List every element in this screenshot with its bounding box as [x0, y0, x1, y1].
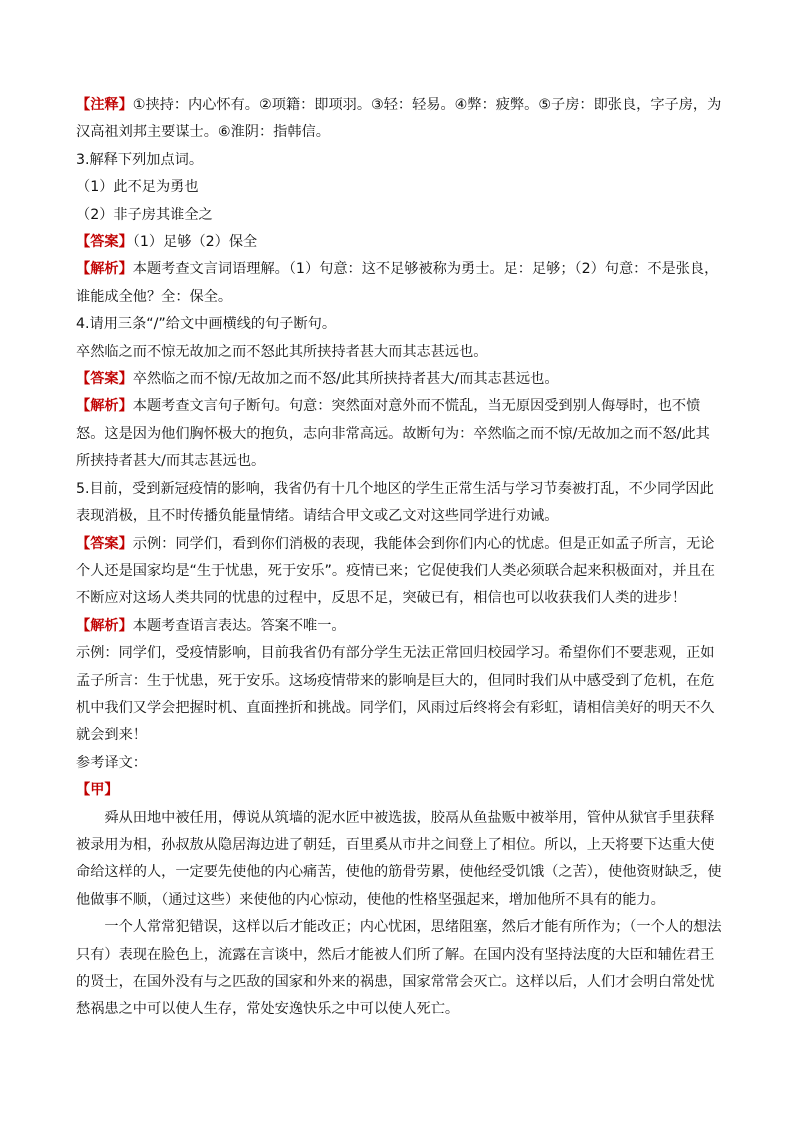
note-tag: 【注释】: [76, 97, 133, 113]
note-paragraph: [76, 92, 722, 147]
q4-answer: [76, 366, 722, 393]
q3-analysis: [76, 256, 722, 311]
q4-analysis-text: 本题考查文言句子断句。句意：突然面对意外而不慌乱，当无原因受到别人侮辱时，也不愤怒。这是因为他们胸怀极大的抱负，志向非常高远。故断句为：卒然临之而不惊/无故加之而不怒/此其所挟持者甚大/而其志甚远也。: [76, 398, 710, 470]
translation-jia: [76, 777, 722, 804]
translation-paragraph-1: 舜从田地中被任用，傅说从筑墙的泥水匠中被选拔，胶鬲从鱼盐贩中被举用，管仲从狱官手里获释被录用为相，孙叔敖从隐居海边进了朝廷，百里奚从市井之间登上了相位。所以，上天将要下达重大使命给这样的人，一定要先使他的内心痛苦，使他的筋骨劳累，使他经受饥饿（之苦），使他资财缺乏，使他做事不顺，（通过这些）来使他的内心惊动，使他的性格坚强起来，增加他所不具有的能力。: [76, 809, 722, 908]
q5-analysis-text: 本题考查语言表达。答案不唯一。: [132, 617, 346, 634]
q3-analysis-text: 本题考查文言词语理解。（1）句意：这不足够被称为勇士。足：足够；（2）句意：不是张良，谁能成全他？全：保全。: [76, 261, 719, 305]
q3-title: 3.解释下列加点词。: [76, 151, 204, 168]
q4-sentence: 卒然临之而不惊无故加之而不怒此其所挟持者甚大而其志甚远也。: [76, 343, 488, 360]
analysis-tag: 【解析】: [76, 261, 133, 278]
q4-analysis: [76, 393, 722, 475]
q3-item-2: （2）非子房其谁全之: [76, 206, 213, 223]
q3-answer: [76, 229, 722, 256]
q5-answer-text: 示例：同学们，看到你们消极的表现，我能体会到你们内心的忧虑。但是正如孟子所言，无论个人还是国家均是“生于忧患，死于安乐”。疫情已来；它促使我们人类必须联合起来积极面对，并且在不断应对这场人类共同的忧患的过程中，反思不足，突破已有，相信也可以收获我们人类的进步！: [76, 535, 715, 607]
translation-paragraph-2: 一个人常常犯错误，这样以后才能改正；内心忧困，思绪阻塞，然后才能有所作为；（一个人的想法只有）表现在脸色上，流露在言谈中，然后才能被人们所了解。在国内没有坚持法度的大臣和辅佐君王的贤士，在国外没有与之匹敌的国家和外来的祸患，国家常常会灭亡。这样以后，人们才会明白常处忧愁祸患之中可以使人生存，常处安逸快乐之中可以使人死亡。: [76, 919, 722, 1018]
answer-tag: 【答案】: [76, 535, 133, 552]
analysis-tag: 【解析】: [76, 398, 133, 415]
jia-tag: 【甲】: [76, 782, 119, 799]
translation-title: 参考译文：: [76, 754, 147, 771]
q5-example: 示例：同学们，受疫情影响，目前我省仍有部分学生无法正常回归校园学习。希望你们不要悲观，正如孟子所言：生于忧患，死于安乐。这场疫情带来的影响是巨大的，但同时我们从中感受到了危机，在危机中我们又学会把握时机、直面挫折和挑战。同学们，风雨过后终将会有彩虹，请相信美好的明天不久就会到来！: [76, 645, 715, 744]
answer-tag: 【答案】: [76, 234, 133, 251]
q5-title: 5.目前，受到新冠疫情的影响，我省仍有十几个地区的学生正常生活与学习节奏被打乱，不少同学因此表现消极，且不时传播负能量情绪。请结合甲文或乙文对这些同学进行劝诫。: [76, 480, 714, 525]
q4-title: 4.请用三条“/”给文中画横线的句子断句。: [76, 316, 337, 333]
answer-tag: 【答案】: [76, 371, 133, 388]
q5-answer: [76, 531, 722, 613]
analysis-tag: 【解析】: [76, 617, 133, 634]
q3-item-1: （1）此不足为勇也: [76, 179, 199, 196]
q4-answer-text: 卒然临之而不惊/无故加之而不怒/此其所挟持者甚大/而其志甚远也。: [132, 371, 559, 388]
note-text: ①挟持：内心怀有。②项籍：即项羽。③轻：轻易。④弊：疲弊。⑤子房：即张良，字子房，为汉高祖刘邦主要谋士。⑥淮阴：指韩信。: [76, 97, 722, 141]
q5-analysis: [76, 613, 722, 640]
q3-answer-text: （1）足够（2）保全: [132, 234, 258, 251]
